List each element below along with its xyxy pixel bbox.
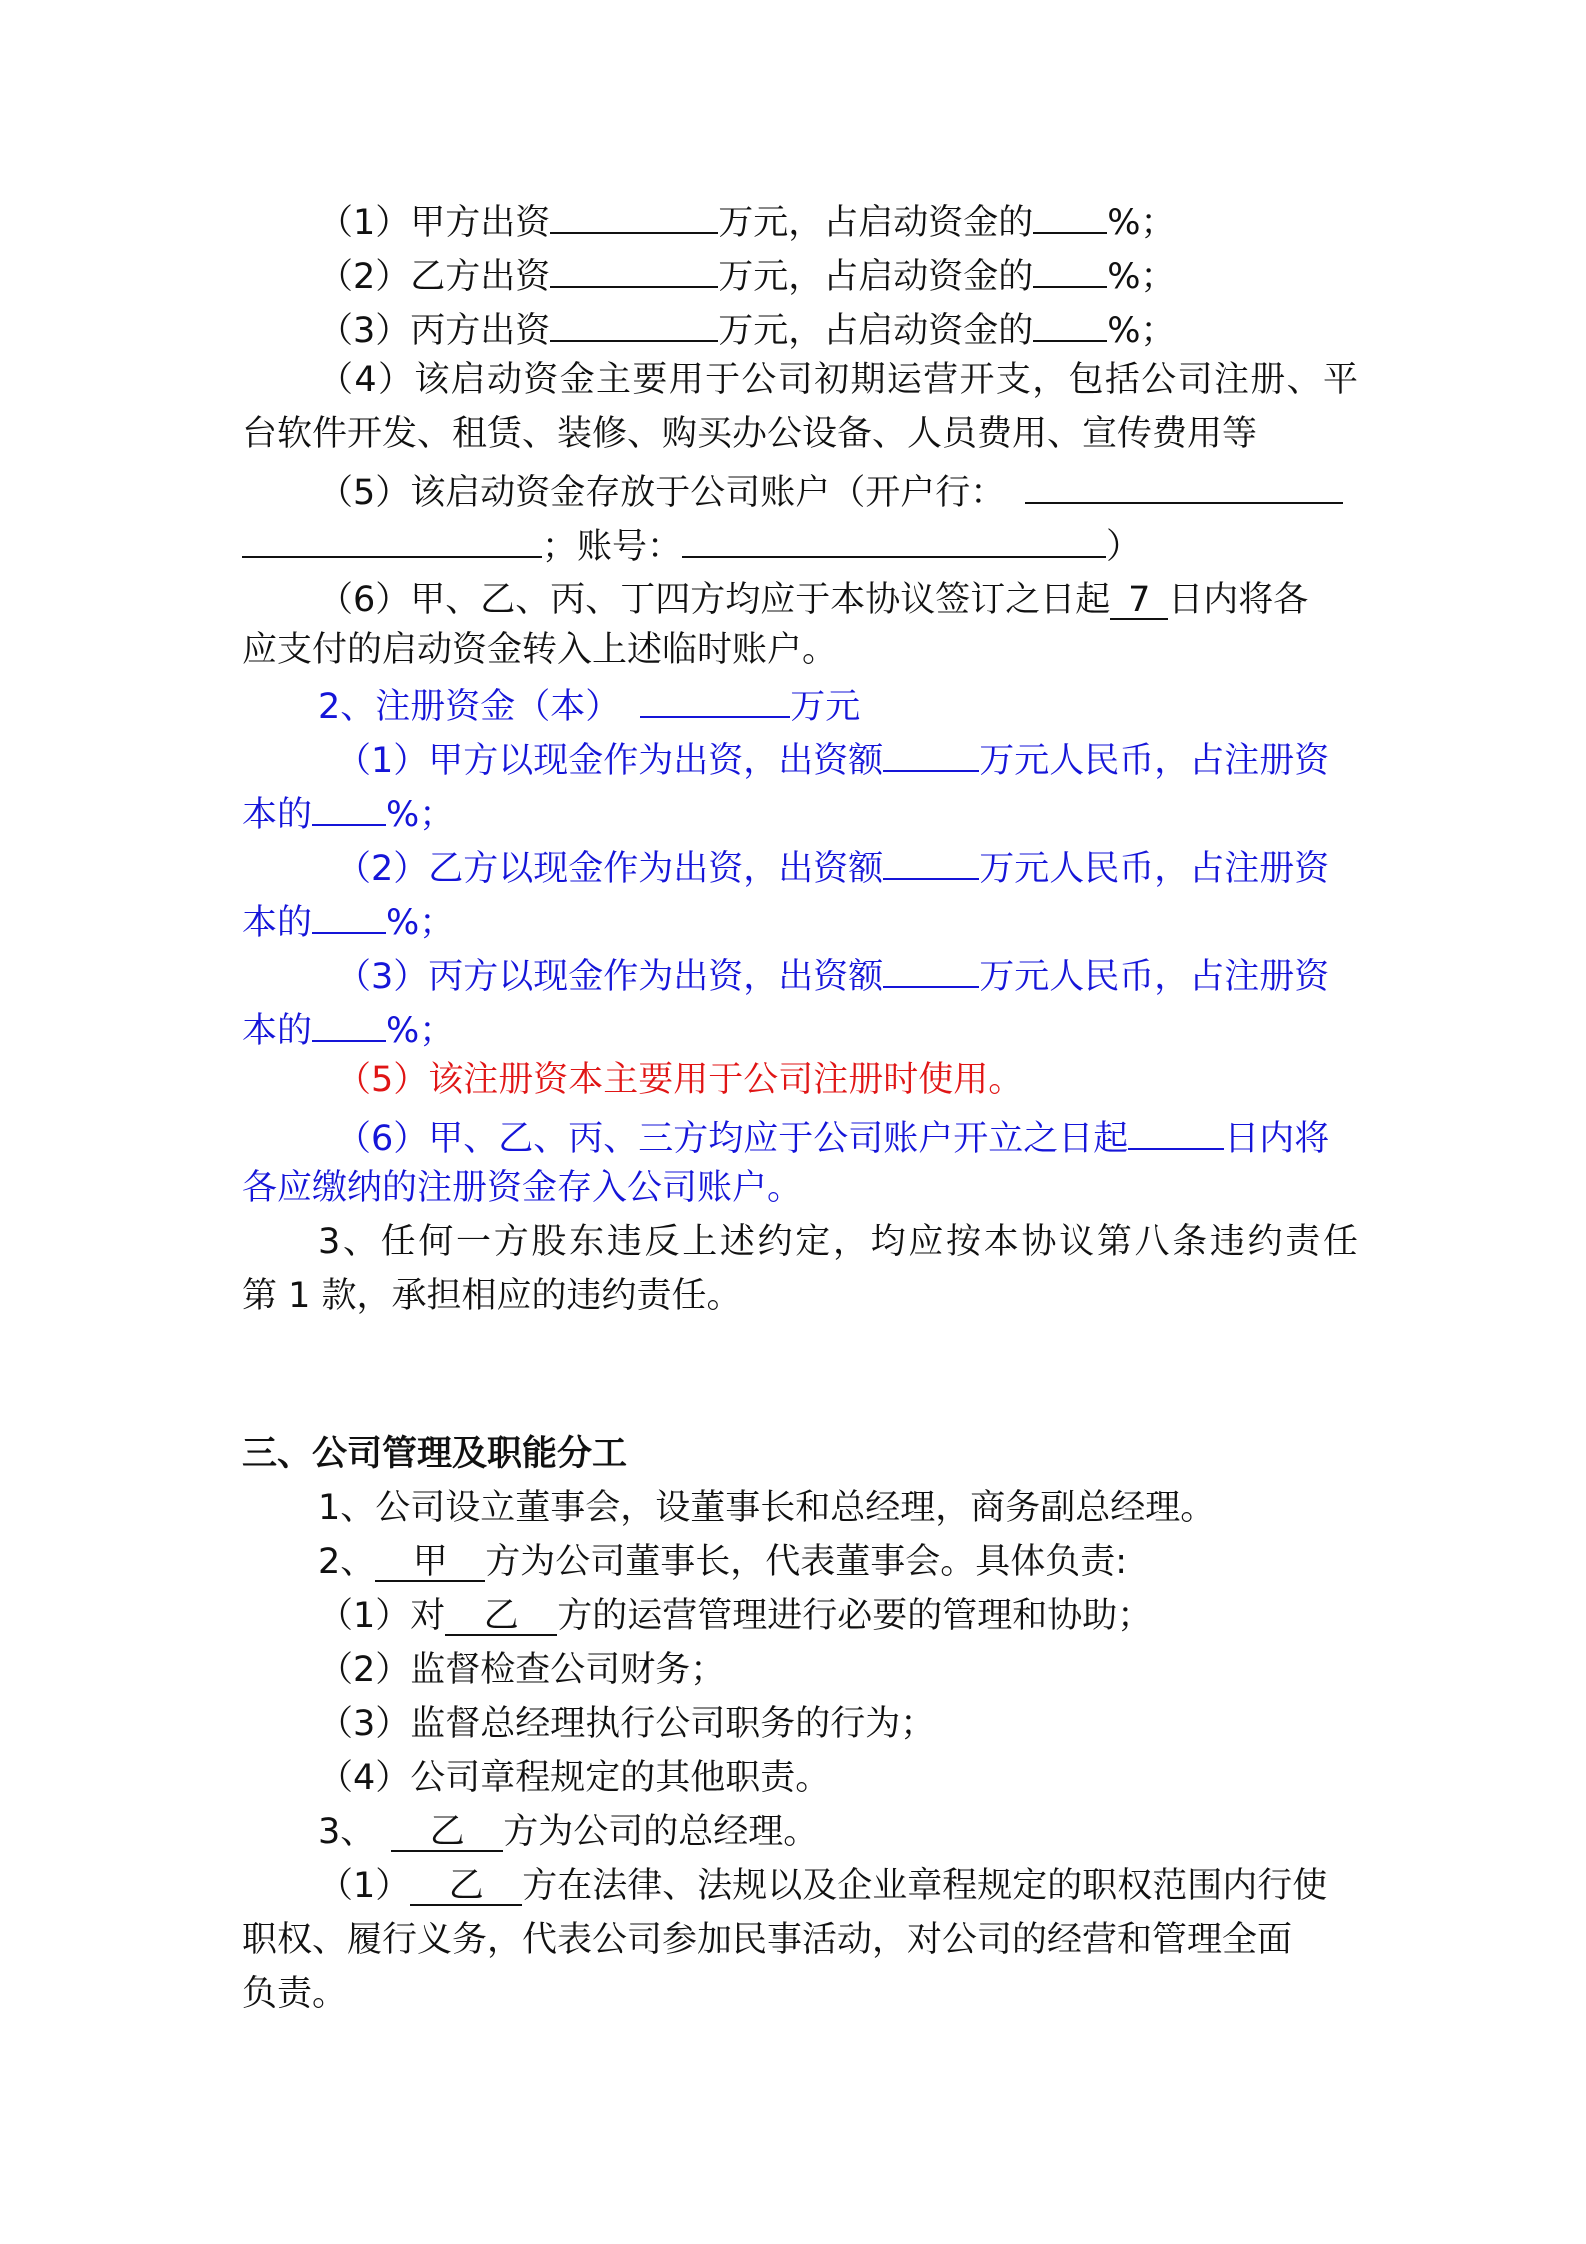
party-value: 甲 (375, 1540, 485, 1582)
text: 万元 (790, 687, 861, 727)
text: %； (386, 903, 455, 943)
text: （3）丙方以现金作为出资，出资额 (336, 957, 884, 997)
management-3 (318, 1806, 1368, 1858)
text: 方的运营管理进行必要的管理和协助； (557, 1596, 1153, 1636)
capital-line-5a (318, 462, 1368, 514)
registered-p2 (336, 838, 1366, 890)
text: %； (386, 795, 455, 835)
text: 3、 (318, 1812, 376, 1852)
party-value: 乙 (445, 1594, 557, 1636)
text: （1） (318, 1866, 411, 1906)
text: %； (1107, 257, 1176, 297)
management-2 (318, 1536, 1368, 1588)
blank-percent (312, 892, 386, 934)
blank-amount (883, 838, 979, 880)
registered-p3 (336, 946, 1366, 998)
text: 万元，占启动资金的 (718, 203, 1034, 243)
text: （1）甲方以现金作为出资，出资额 (336, 741, 884, 781)
text: 万元人民币，占注册资 (979, 741, 1330, 781)
capital-line-2 (318, 246, 1368, 298)
capital-line-4b: 台软件开发、租赁、装修、购买办公设备、人员费用、宣传费用等 (242, 414, 1258, 454)
text: （6）甲、乙、丙、丁四方均应于本协议签订之日起 (318, 580, 1111, 620)
text: 万元，占启动资金的 (718, 257, 1034, 297)
text: （5）该启动资金存放于公司账户（开户行： (318, 473, 1006, 513)
management-2-1 (318, 1590, 1368, 1642)
management-3-1c: 负责。 (242, 1974, 348, 2014)
blank-amount (550, 300, 718, 342)
text: 万元人民币，占注册资 (979, 957, 1330, 997)
text: （1）甲方出资 (318, 203, 551, 243)
blank-percent (1033, 192, 1107, 234)
text: （2）乙方出资 (318, 257, 551, 297)
text: （1）对 (318, 1596, 446, 1636)
text: 方为公司的总经理。 (503, 1812, 819, 1852)
section-title: 三、公司管理及职能分工 (242, 1434, 628, 1474)
blank-percent (312, 784, 386, 826)
capital-line-6a (318, 574, 1368, 626)
blank-amount (550, 192, 718, 234)
blank-amount (640, 676, 790, 718)
text: 本的 (242, 795, 313, 835)
registered-heading (318, 676, 1368, 728)
party-value: 乙 (410, 1864, 522, 1906)
management-3-1b: 职权、履行义务，代表公司参加民事活动，对公司的经营和管理全面 (242, 1920, 1293, 1960)
text: 万元人民币，占注册资 (979, 849, 1330, 889)
capital-line-4a: （4）该启动资金主要用于公司初期运营开支，包括公司注册、平 (318, 360, 1358, 400)
registered-p1-cont (242, 784, 1362, 836)
text: %； (1107, 311, 1176, 351)
blank-amount (883, 946, 979, 988)
management-1: 1、公司设立董事会，设董事长和总经理，商务副总经理。 (318, 1488, 1216, 1528)
blank-amount (883, 730, 979, 772)
management-2-4: （4）公司章程规定的其他职责。 (318, 1758, 831, 1798)
text: 本的 (242, 903, 313, 943)
breach-line-a: 3、任何一方股东违反上述约定，均应按本协议第八条违约责任 (318, 1222, 1358, 1262)
text: ） (1106, 527, 1142, 567)
text: （2）乙方以现金作为出资，出资额 (336, 849, 884, 889)
text: 方为公司董事长，代表董事会。具体负责: (485, 1542, 1128, 1582)
blank-amount (550, 246, 718, 288)
management-2-3: （3）监督总经理执行公司职务的行为； (318, 1704, 936, 1744)
text: ；账号： (542, 527, 683, 567)
management-2-2: （2）监督检查公司财务； (318, 1650, 726, 1690)
blank-percent (1033, 300, 1107, 342)
text: 万元，占启动资金的 (718, 311, 1034, 351)
party-value: 乙 (391, 1810, 503, 1852)
registered-p3-cont (242, 1000, 1362, 1052)
text: 本的 (242, 1011, 313, 1051)
blank-bank (1025, 462, 1343, 504)
management-3-1 (318, 1860, 1368, 1912)
breach-line-b: 第 1 款，承担相应的违约责任。 (242, 1276, 742, 1316)
text: 日内将 (1224, 1119, 1330, 1159)
text: %； (386, 1011, 455, 1051)
registered-p6-cont: 各应缴纳的注册资金存入公司账户。 (242, 1168, 803, 1208)
text: （6）甲、乙、丙、三方均应于公司账户开立之日起 (336, 1119, 1129, 1159)
text: 方在法律、法规以及企业章程规定的职权范围内行使 (522, 1866, 1328, 1906)
registered-p1 (336, 730, 1366, 782)
blank-percent (1033, 246, 1107, 288)
capital-line-6b: 应支付的启动资金转入上述临时账户。 (242, 630, 838, 670)
days-value: 7 (1110, 578, 1168, 620)
blank-days (1128, 1108, 1224, 1150)
capital-line-1 (318, 192, 1368, 244)
text: 2、 (318, 1542, 376, 1582)
blank-percent (312, 1000, 386, 1042)
text: （3）丙方出资 (318, 311, 551, 351)
registered-p6 (336, 1108, 1366, 1160)
blank-bank-cont (242, 516, 542, 558)
registered-p5: （5）该注册资本主要用于公司注册时使用。 (336, 1060, 1024, 1100)
blank-account (682, 516, 1106, 558)
capital-line-3 (318, 300, 1368, 352)
registered-p2-cont (242, 892, 1362, 944)
text: %； (1107, 203, 1176, 243)
text: 2、注册资金（本） (318, 687, 621, 727)
capital-line-5b (242, 516, 1362, 568)
text: 日内将各 (1168, 580, 1309, 620)
